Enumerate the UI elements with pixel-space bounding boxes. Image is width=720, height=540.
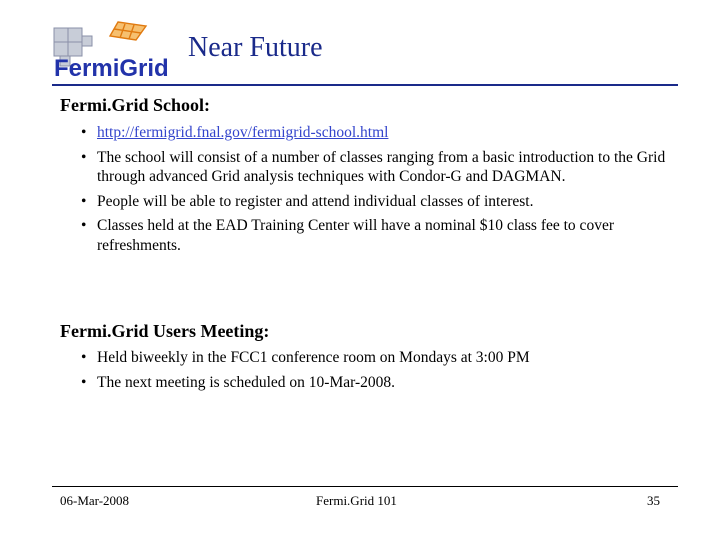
slide-title: Near Future [188, 32, 323, 63]
title-divider [52, 84, 678, 86]
bullet-item [76, 123, 666, 143]
footer-title: Fermi.Grid 101 [316, 493, 397, 508]
bullet-icon: • [81, 148, 87, 166]
bullet-icon: • [81, 217, 87, 234]
bullet-icon: • [81, 373, 87, 391]
footer-date: 06-Mar-2008 [60, 493, 130, 508]
bullet-item [76, 148, 666, 187]
school-bullet-list [76, 123, 666, 260]
page-number: 35 [647, 493, 660, 508]
bullet-item [76, 348, 666, 368]
bullet-text: Classes held at the EAD Training Center will have a nominal $10 class fee to cover refreshments. [97, 217, 614, 254]
bullet-text: People will be able to register and attend individual classes of interest. [97, 192, 534, 210]
school-link[interactable]: http://fermigrid.fnal.gov/fermigrid-school.html [97, 124, 389, 141]
fermigrid-logo [48, 18, 178, 82]
bullet-text: Held biweekly in the FCC1 conference room on Mondays at 3:00 PM [97, 349, 530, 366]
bullet-text: The next meeting is scheduled on 10-Mar-2008. [97, 373, 395, 391]
section-heading-school: Fermi.Grid School: [60, 95, 210, 115]
bullet-icon: • [81, 349, 87, 366]
footer-divider [52, 486, 678, 487]
bullet-icon: • [81, 192, 87, 210]
bullet-text: The school will consist of a number of classes ranging from a basic introduction to the Grid through advanced Grid analysis techniques with Condor-G and DAGMAN. [97, 148, 666, 185]
bullet-item [76, 192, 666, 212]
bullet-item [76, 373, 666, 393]
section-heading-users-meeting: Fermi.Grid Users Meeting: [60, 321, 270, 341]
bullet-icon: • [81, 124, 87, 141]
mesh-icon [110, 22, 146, 40]
bullet-item [76, 216, 666, 255]
logo-text: FermiGrid [54, 55, 169, 82]
meeting-bullet-list [76, 348, 666, 397]
